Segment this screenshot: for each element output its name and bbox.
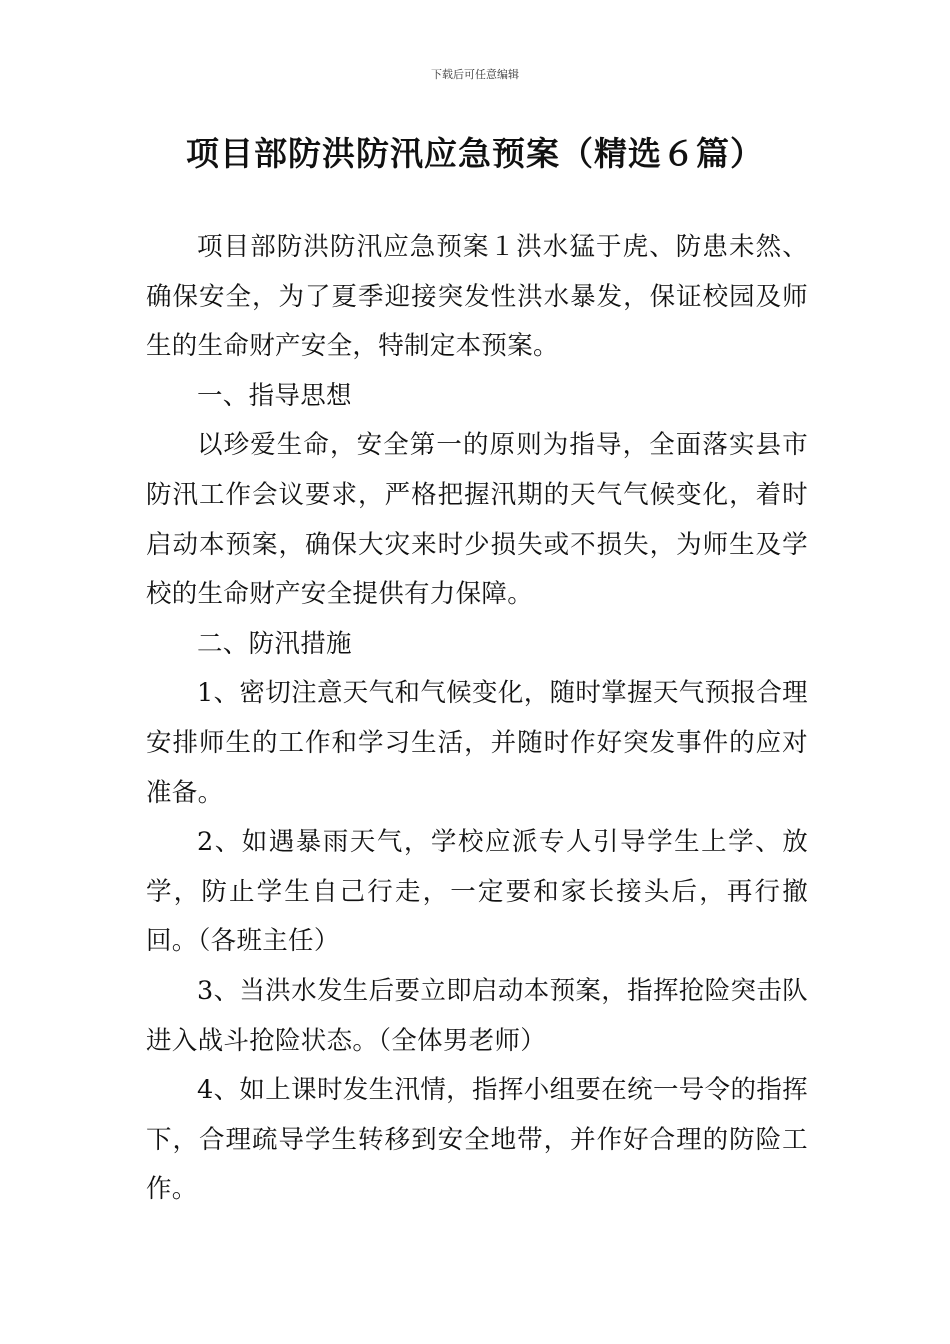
measure-item-3: 3、当洪水发生后要立即启动本预案，指挥抢险突击队进入战斗抢险状态。（全体男老师） bbox=[146, 975, 808, 1056]
section-heading-guiding-ideology: 一、指导思想 bbox=[197, 380, 352, 411]
measure-item-1: 1、密切注意天气和气候变化，随时掌握天气预报合理安排师生的工作和学习生活，并随时作好突发事件的应对准备。 bbox=[146, 678, 808, 808]
measure-item-4: 4、如上课时发生汛情，指挥小组要在统一号令的指挥下，合理疏导学生转移到安全地带，并作好合理的防险工作。 bbox=[146, 1075, 808, 1205]
document-title: 项目部防洪防汛应急预案（精选６篇） bbox=[186, 134, 764, 173]
section-heading-flood-measures: 二、防汛措施 bbox=[197, 628, 352, 659]
intro-paragraph: 项目部防洪防汛应急预案１洪水猛于虎、防患未然、确保安全，为了夏季迎接突发性洪水暴发，保证校园及师生的生命财产安全，特制定本预案。 bbox=[146, 232, 808, 362]
header-note: 下载后可任意编辑 bbox=[431, 68, 519, 81]
measure-item-2: 2、如遇暴雨天气，学校应派专人引导学生上学、放学，防止学生自己行走，一定要和家长接头后，再行撤回。（各班主任） bbox=[146, 827, 808, 957]
guiding-ideology-paragraph: 以珍爱生命，安全第一的原则为指导，全面落实县市防汛工作会议要求，严格把握汛期的天气气候变化，着时启动本预案，确保大灾来时少损失或不损失，为师生及学校的生命财产安全提供有力保障。 bbox=[146, 430, 808, 610]
document-body bbox=[146, 223, 808, 1215]
